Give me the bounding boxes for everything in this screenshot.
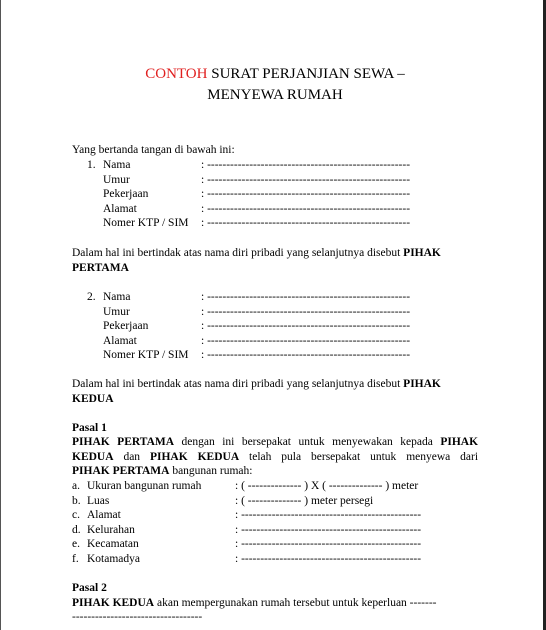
field-label: Alamat (103, 335, 137, 347)
party-label: PIHAK KEDUA (72, 597, 155, 609)
field-blank: : ----------------------------------------------------- (201, 159, 411, 171)
pasal1-line2 (72, 450, 478, 465)
party-label: PIHAK (440, 436, 479, 448)
item-letter: e. (72, 538, 80, 550)
item-letter: f. (72, 553, 79, 565)
field-label: Pekerjaan (103, 320, 149, 332)
pasal1-line3 (72, 464, 478, 479)
field-label: Nomer KTP / SIM (103, 349, 189, 361)
party1-number: 1. (87, 159, 96, 171)
statement-party-label: PIHAK (403, 378, 441, 390)
window-left-edge (0, 0, 1, 630)
item-label: Luas (87, 495, 110, 507)
item-letter: b. (72, 495, 81, 507)
item-blank: : ----------------------------------------------- (235, 538, 422, 550)
field-blank: : ----------------------------------------------------- (201, 349, 411, 361)
body-text: telah pula bersepakat untuk menyewa dari (249, 451, 479, 463)
field-blank: : ----------------------------------------------------- (201, 335, 411, 347)
intro-text: Yang bertanda tangan di bawah ini: (72, 144, 235, 156)
item-blank: : ----------------------------------------------- (235, 509, 422, 521)
field-label: Umur (103, 174, 130, 186)
body-text: dan (123, 451, 141, 463)
item-blank: : ----------------------------------------------- (235, 553, 422, 565)
pasal2-line1 (72, 596, 478, 611)
statement-party-label: KEDUA (72, 393, 114, 405)
body-text: bangunan rumah: (172, 465, 253, 477)
field-label: Alamat (103, 203, 137, 215)
title-red-word: CONTOH (145, 66, 208, 82)
party-label: PIHAK KEDUA (149, 451, 240, 463)
item-letter: d. (72, 524, 81, 536)
statement-party-label: PIHAK (403, 247, 441, 259)
party-label: PIHAK PERTAMA (72, 465, 170, 477)
field-label: Umur (103, 306, 130, 318)
field-blank: : ----------------------------------------------------- (201, 306, 411, 318)
pasal-heading-text: Pasal 1 (72, 422, 107, 434)
item-letter: a. (72, 480, 80, 492)
body-text: akan mempergunakan rumah tersebut untuk keperluan ------- (156, 597, 437, 609)
item-blank: : ( -------------- ) X ( -------------- ) meter (235, 480, 419, 492)
item-label: Alamat (87, 509, 121, 521)
document-title-line1 (72, 64, 478, 85)
party2-number: 2. (87, 291, 96, 303)
party-label: PIHAK PERTAMA (72, 436, 175, 448)
item-label: Kecamatan (87, 538, 139, 550)
party1-statement-line1 (72, 246, 478, 261)
pasal2-line2: ---------------------------------- (72, 611, 203, 623)
field-label: Pekerjaan (103, 188, 149, 200)
party-label: KEDUA (72, 451, 114, 463)
item-blank: : ----------------------------------------------- (235, 524, 422, 536)
field-blank: : ----------------------------------------------------- (201, 320, 411, 332)
statement-text: Dalam hal ini bertindak atas nama diri pribadi yang selanjutnya disebut (72, 247, 401, 259)
pasal-heading-text: Pasal 2 (72, 582, 107, 594)
field-label: Nomer KTP / SIM (103, 217, 189, 229)
item-letter: c. (72, 509, 80, 521)
item-label: Kelurahan (87, 524, 135, 536)
pasal2-heading (72, 581, 478, 596)
field-blank: : ----------------------------------------------------- (201, 188, 411, 200)
field-label: Nama (103, 159, 131, 171)
field-label: Nama (103, 291, 131, 303)
party1-statement-line2 (72, 261, 478, 276)
field-blank: : ----------------------------------------------------- (201, 217, 411, 229)
statement-party-label: PERTAMA (72, 262, 129, 274)
party2-statement-line1 (72, 377, 478, 392)
pasal1-heading (72, 421, 478, 436)
field-blank: : ----------------------------------------------------- (201, 291, 411, 303)
pasal1-line1 (72, 435, 478, 450)
body-text: dengan ini bersepakat untuk menyewakan kepada (181, 436, 433, 448)
item-label: Kotamadya (87, 553, 141, 565)
item-blank: : ( -------------- ) meter persegi (235, 495, 374, 507)
document-title-line2: MENYEWA RUMAH (207, 87, 343, 103)
statement-text: Dalam hal ini bertindak atas nama diri pribadi yang selanjutnya disebut (72, 378, 401, 390)
title-rest-line1: SURAT PERJANJIAN SEWA – (211, 66, 405, 82)
field-blank: : ----------------------------------------------------- (201, 203, 411, 215)
item-label: Ukuran bangunan rumah (87, 480, 202, 492)
field-blank: : ----------------------------------------------------- (201, 174, 411, 186)
party2-statement-line2 (72, 392, 478, 407)
